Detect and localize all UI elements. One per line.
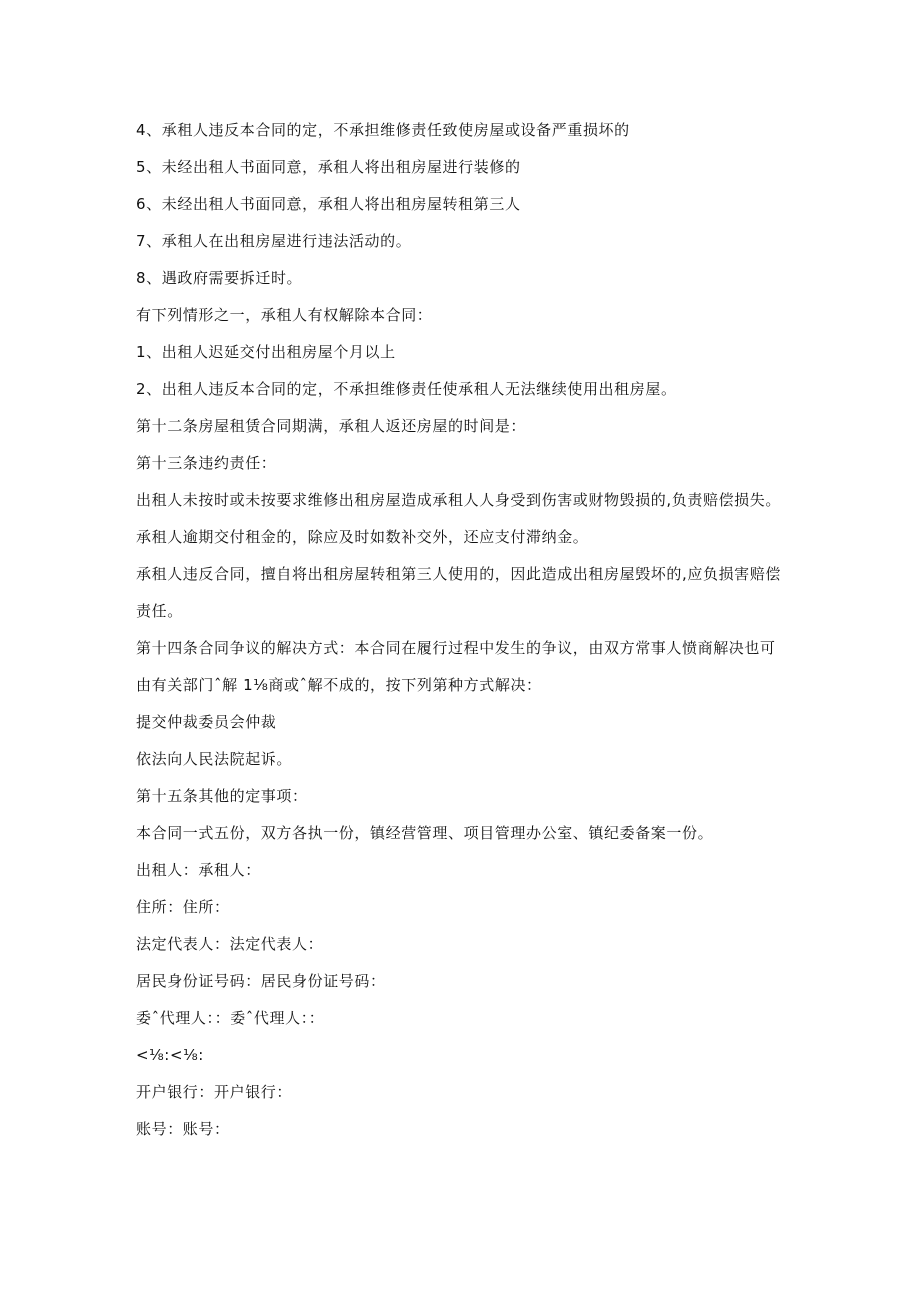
signature-legal-representative: 法定代表人：法定代表人： [136,935,324,953]
article-13-late-rent: 承租人逾期交付租金的，除应及时如数补交外，还应支付滞纳金。 [136,528,589,546]
arbitration-option: 提交仲裁委员会仲裁 [136,713,277,731]
clause-8: 8、遇政府需要拆迁时。 [136,269,303,287]
article-12: 第十二条房屋租赁合同期满，承租人返还房屋的时间是： [136,417,527,435]
copies-clause: 本合同一式五份，双方各执一份，镇经营管理、项目管理办公室、镇纪委备案一份。 [136,824,714,842]
clause-5: 5、未经出租人书面同意，承租人将出租房屋进行装修的 [136,158,521,176]
article-13-heading: 第十三条违约责任： [136,454,277,472]
signature-agent: 委ˆ代理人：：委ˆ代理人：： [136,1009,325,1027]
article-13-sublease-liability: 承租人违反合同，擅自将出租房屋转租第三人使用的，因此造成出租房屋毁坏的,应负损害赔偿责任。 [136,565,781,620]
lessee-clause-1: 1、出租人迟延交付出租房屋个月以上 [136,343,396,361]
signature-account: 账号：账号： [136,1120,230,1138]
signature-bank: 开户银行：开户银行： [136,1083,293,1101]
document-body [136,112,786,1148]
article-14-dispute-resolution: 第十四条合同争议的解决方式：本合同在履行过程中发生的争议，由双方常事人愤商解决也可由有关部门ˆ解 1⅛商或ˆ解不成的，按下列第种方式解决： [136,639,776,694]
signature-id-number: 居民身份证号码：居民身份证号码： [136,972,386,990]
clause-6: 6、未经出租人书面同意，承租人将出租房屋转租第三人 [136,195,521,213]
litigation-option: 依法向人民法院起诉。 [136,750,293,768]
clause-7: 7、承租人在出租房屋进行违法活动的。 [136,232,412,250]
clause-4: 4、承租人违反本合同的定，不承担维修责任致使房屋或设备严重损坏的 [136,121,630,139]
lessee-clause-2: 2、出租人违反本合同的定，不承担维修责任使承租人无法继续使用出租房屋。 [136,380,677,398]
signature-address: 住所：住所： [136,898,230,916]
article-15-heading: 第十五条其他的定事项： [136,787,308,805]
signature-parties: 出租人：承租人： [136,861,261,879]
lessee-termination-intro: 有下列情形之一，承租人有权解除本合同： [136,306,433,324]
article-13-lessor-liability: 出租人未按时或未按要求维修出租房屋造成承租人人身受到伤害或财物毁损的,负责赔偿损失。 [136,491,781,509]
signature-phone: <⅛:<⅛: [136,1046,204,1064]
